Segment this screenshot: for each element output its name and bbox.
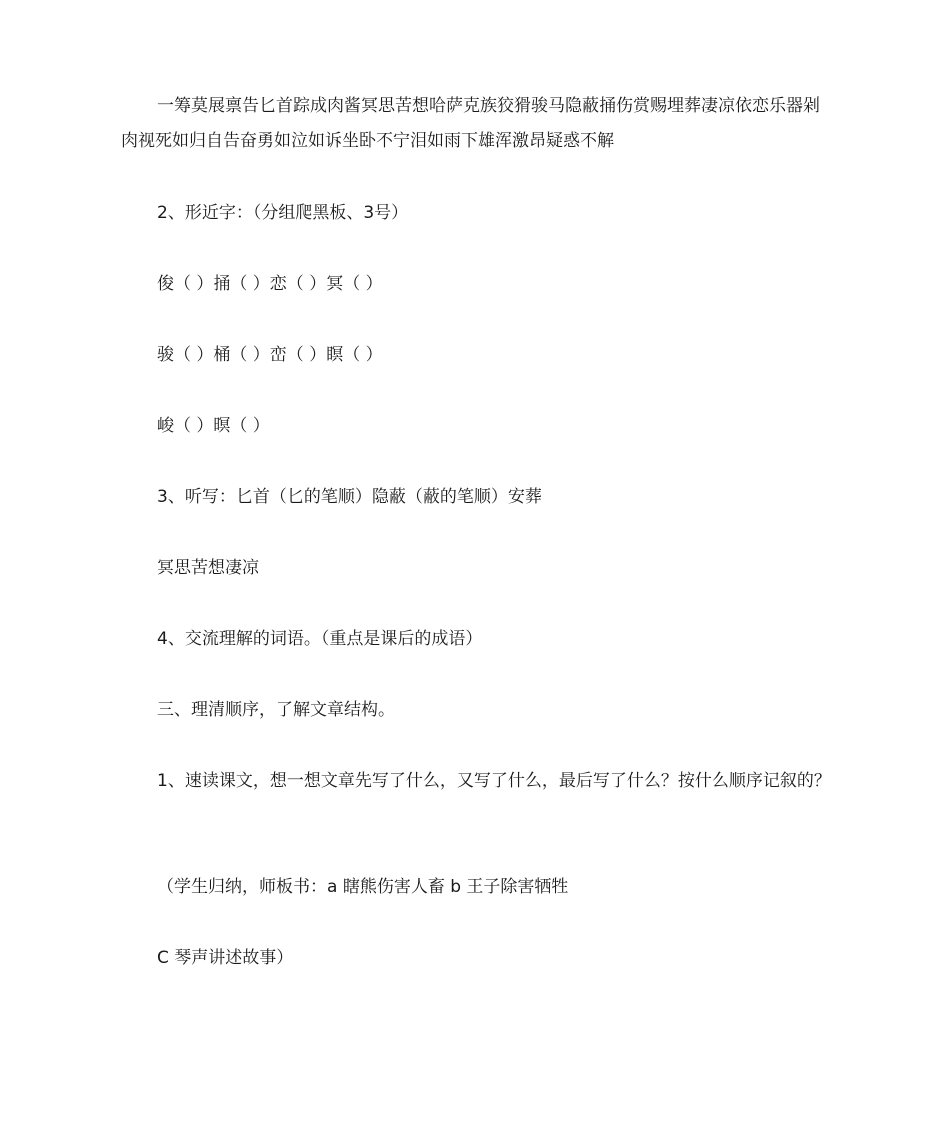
- board-notes-line-2: C 琴声讲述故事）: [157, 948, 294, 968]
- section-similar-characters: 2、形近字：（分组爬黑板、3号）: [157, 203, 409, 223]
- section-word-discussion: 4、交流理解的词语。（重点是课后的成语）: [157, 629, 483, 649]
- section-dictation: 3、听写：匕首（匕的笔顺）隐蔽（蔽的笔顺）安葬: [157, 487, 542, 507]
- reading-question: 1、速读课文，想一想文章先写了什么，又写了什么，最后写了什么？按什么顺序记叙的？: [157, 771, 831, 791]
- dictation-words: 冥思苦想凄凉: [157, 558, 259, 578]
- character-row-1: 俊（ ）捅（ ）恋（ ）冥（ ）: [157, 274, 383, 294]
- section-heading-structure: 三、理清顺序，了解文章结构。: [157, 700, 395, 720]
- vocabulary-paragraph: 一筹莫展禀告匕首踪成肉酱冥思苦想哈萨克族狡猾骏马隐蔽捅伤赏赐埋葬凄凉依恋乐器剁肉视死如归自告奋勇如泣如诉坐卧不宁泪如雨下雄浑激昂疑惑不解: [121, 96, 820, 151]
- character-row-2: 骏（ ）桶（ ）峦（ ）瞑（ ）: [157, 345, 383, 365]
- character-row-3: 峻（ ）暝（ ）: [157, 416, 270, 436]
- board-notes-line-1: （学生归纳，师板书：a 瞎熊伤害人畜 b 王子除害牺牲: [157, 877, 569, 897]
